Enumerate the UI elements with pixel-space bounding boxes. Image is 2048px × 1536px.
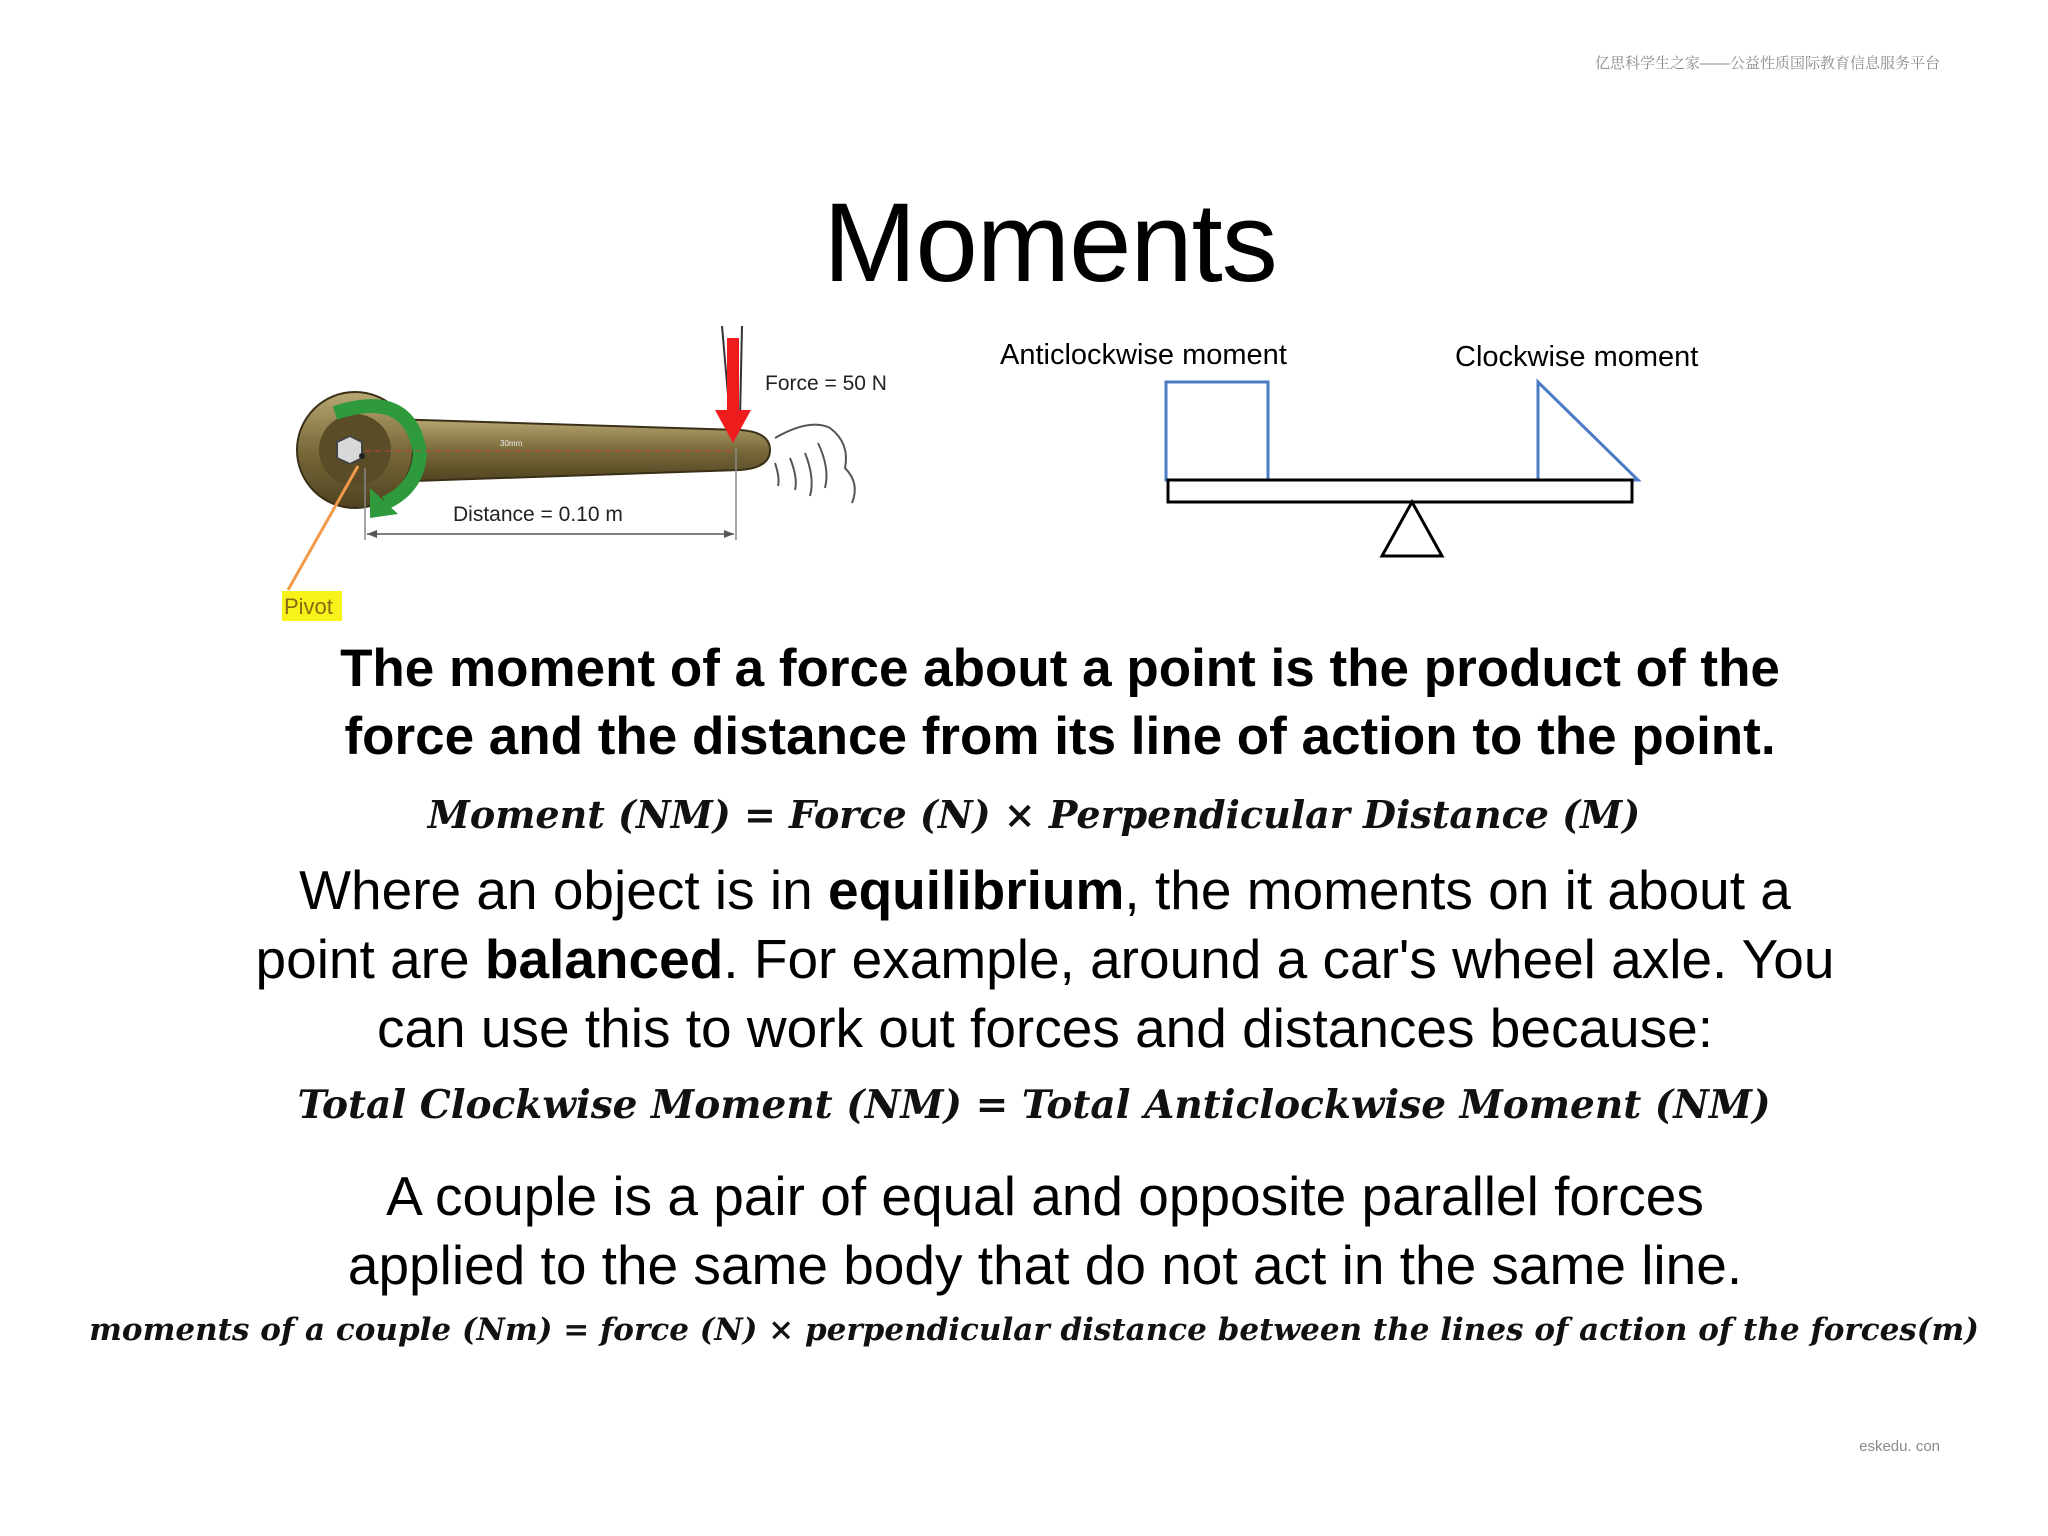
fulcrum-icon: [1382, 502, 1442, 556]
wrench-diagram: [270, 318, 910, 628]
distance-label: Distance = 0.10 m: [453, 503, 623, 526]
clockwise-label: Clockwise moment: [1455, 341, 1699, 373]
equilibrium-paragraph: [150, 856, 1940, 1063]
right-wedge: [1538, 382, 1638, 480]
couple-paragraph: [150, 1162, 1940, 1300]
pivot-nut-icon: [337, 436, 362, 464]
equilibrium-line-2: point are balanced. For example, around a car's wheel axle. You: [255, 928, 1835, 990]
moment-definition: [180, 635, 1940, 771]
equilibrium-term: equilibrium: [827, 859, 1125, 921]
seesaw-diagram: [990, 330, 1750, 570]
definition-line-2: force and the distance from its line of action to the point.: [344, 707, 1776, 766]
equilibrium-line-3: can use this to work out forces and distances because:: [376, 997, 1714, 1059]
definition-line-1: The moment of a force about a point is the product of the: [340, 639, 1780, 698]
watermark-bottom: eskedu. con: [1859, 1438, 1940, 1455]
moment-formula: Moment (NM) = Force (N) × Perpendicular Distance (M): [427, 792, 1641, 837]
left-block: [1166, 382, 1268, 480]
balanced-term: balanced: [484, 928, 724, 990]
page-title: Moments: [823, 180, 1277, 305]
anticlockwise-label: Anticlockwise moment: [1000, 339, 1287, 371]
seesaw-beam: [1168, 480, 1632, 502]
pivot-label: Pivot: [284, 594, 333, 619]
couple-formula: moments of a couple (Nm) = force (N) × perpendicular distance between the lines of action of the forces(m): [89, 1312, 1979, 1348]
couple-line-2: applied to the same body that do not act in the same line.: [347, 1234, 1743, 1296]
balance-formula: Total Clockwise Moment (NM) = Total Anticlockwise Moment (NM): [297, 1082, 1771, 1128]
force-arrow-shaft: [727, 338, 739, 413]
hand-icon: [775, 425, 855, 503]
watermark-top: 亿思科学生之家——公益性质国际教育信息服务平台: [1594, 55, 1940, 72]
equilibrium-line-1: Where an object is in equilibrium, the moments on it about a: [299, 859, 1791, 921]
force-label: Force = 50 N: [765, 372, 887, 395]
handle-marking: 30mm: [500, 439, 523, 448]
couple-line-1: A couple is a pair of equal and opposite parallel forces: [386, 1165, 1704, 1227]
